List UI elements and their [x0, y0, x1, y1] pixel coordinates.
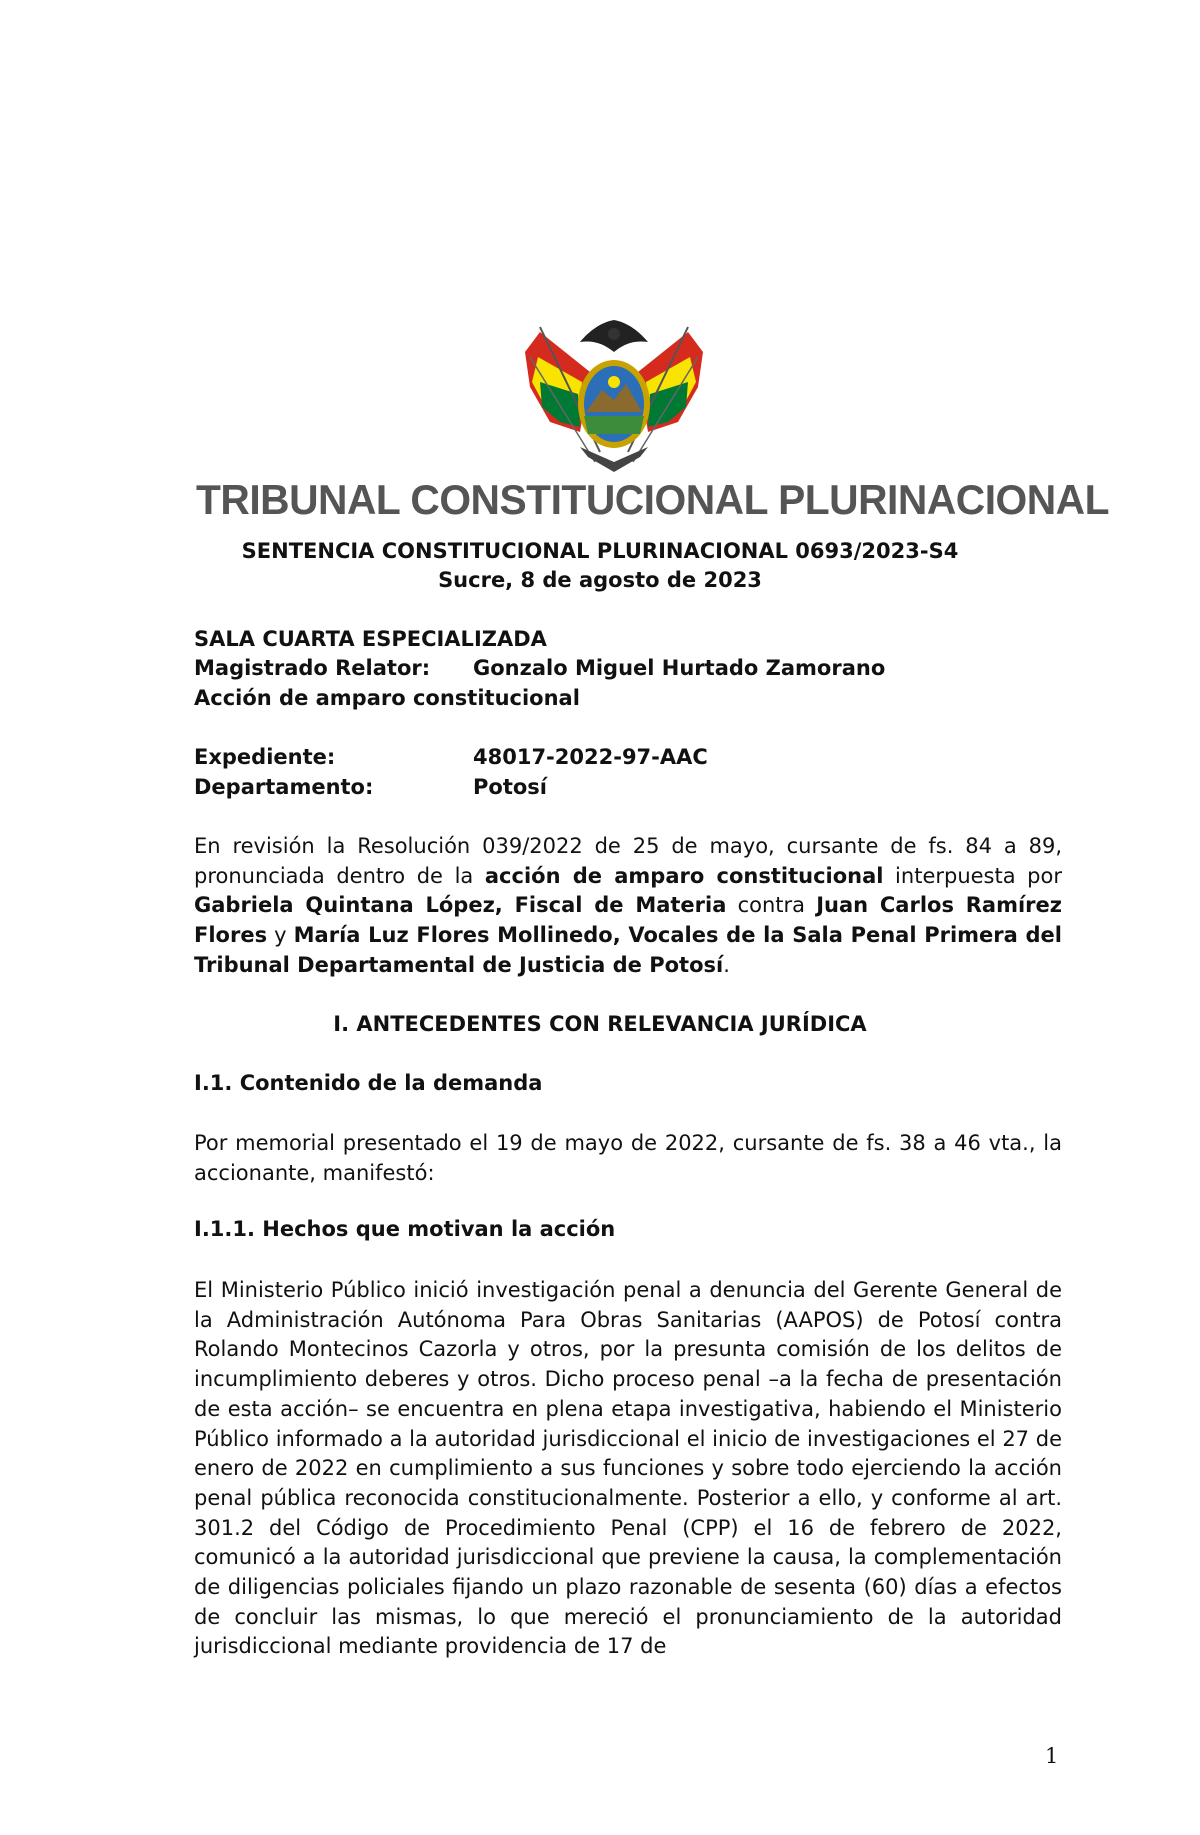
page-number: 1	[1045, 1744, 1059, 1768]
tribunal-logo-text: TRIBUNAL CONSTITUCIONAL PLURINACIONAL	[196, 476, 1110, 523]
intro-bold-1: acción de amparo constitucional	[484, 863, 884, 888]
intro-text-5: .	[723, 952, 730, 977]
hechos-paragraph: El Ministerio Público inició investigación penal a denuncia del Gerente General de la Administración Autónoma Para Obras Sanitarias (AAPOS) de Potosí contra Rolando Montecinos Cazorla y otros, por la presunta comisión de los delitos de incumplimiento deberes y otros. Dicho proceso penal –a la fecha de presentación de esta acción– se encuentra en plena etapa investigativa, habiendo el Ministerio Público informado a la autoridad jurisdiccional el inicio de investigaciones el 27 de enero de 2022 en cumplimiento a sus funciones y sobre todo ejerciendo la acción penal pública reconocida constitucionalmente. Posterior a ello, y conforme al art. 301.2 del Código de Procedimiento Penal (CPP) el 16 de febrero de 2022, comunicó a la autoridad jurisdiccional que previene la causa, la complementación de diligencias policiales fijando un plazo razonable de sesenta (60) días a efectos de concluir las mismas, lo que mereció el pronunciamiento de la autoridad jurisdiccional mediante providencia de 17 de	[194, 1278, 1062, 1659]
subsection-heading-hechos: I.1.1. Hechos que motivan la acción	[194, 1217, 616, 1241]
expediente-value: 48017-2022-97-AAC	[473, 745, 708, 769]
departamento-label: Departamento:	[194, 775, 374, 799]
intro-bold-2: Gabriela Quintana López, Fiscal de Materia	[194, 893, 727, 918]
memorial-paragraph: Por memorial presentado el 19 de mayo de 2022, cursante de fs. 38 a 46 vta., la accionante, manifestó:	[194, 1131, 1062, 1185]
intro-paragraph	[194, 832, 1062, 981]
subsection-heading-demanda: I.1. Contenido de la demanda	[194, 1071, 543, 1095]
bolivia-coat-of-arms-emblem	[520, 312, 708, 478]
accion-label: Acción de amparo constitucional	[194, 686, 580, 710]
intro-text-3: contra	[726, 893, 817, 918]
section-heading-antecedentes: I. ANTECEDENTES CON RELEVANCIA JURÍDICA	[333, 1012, 867, 1036]
sentence-date: Sucre, 8 de agosto de 2023	[438, 568, 762, 592]
intro-text-1: En revisión la Resolución 039/2022 de 25 de mayo, cursante de fs. 84 a 89, pronunciada dentro de la	[194, 834, 1062, 888]
departamento-value: Potosí	[473, 775, 547, 799]
expediente-label: Expediente:	[194, 745, 336, 769]
intro-text-4: y	[267, 923, 294, 948]
relator-value: Gonzalo Miguel Hurtado Zamorano	[473, 656, 886, 680]
relator-label: Magistrado Relator:	[194, 656, 431, 680]
intro-bold-4: María Luz Flores Mollinedo, Vocales de la Sala Penal Primera del Tribunal Departamental de Justicia de Potosí	[194, 923, 1062, 977]
intro-text-2: interpuesta por	[883, 863, 1062, 888]
intro-bold-3: Juan Carlos Ramírez Flores	[194, 893, 1062, 948]
sala-label: SALA CUARTA ESPECIALIZADA	[194, 627, 547, 651]
sentence-title: SENTENCIA CONSTITUCIONAL PLURINACIONAL 0693/2023-S4	[241, 539, 959, 563]
